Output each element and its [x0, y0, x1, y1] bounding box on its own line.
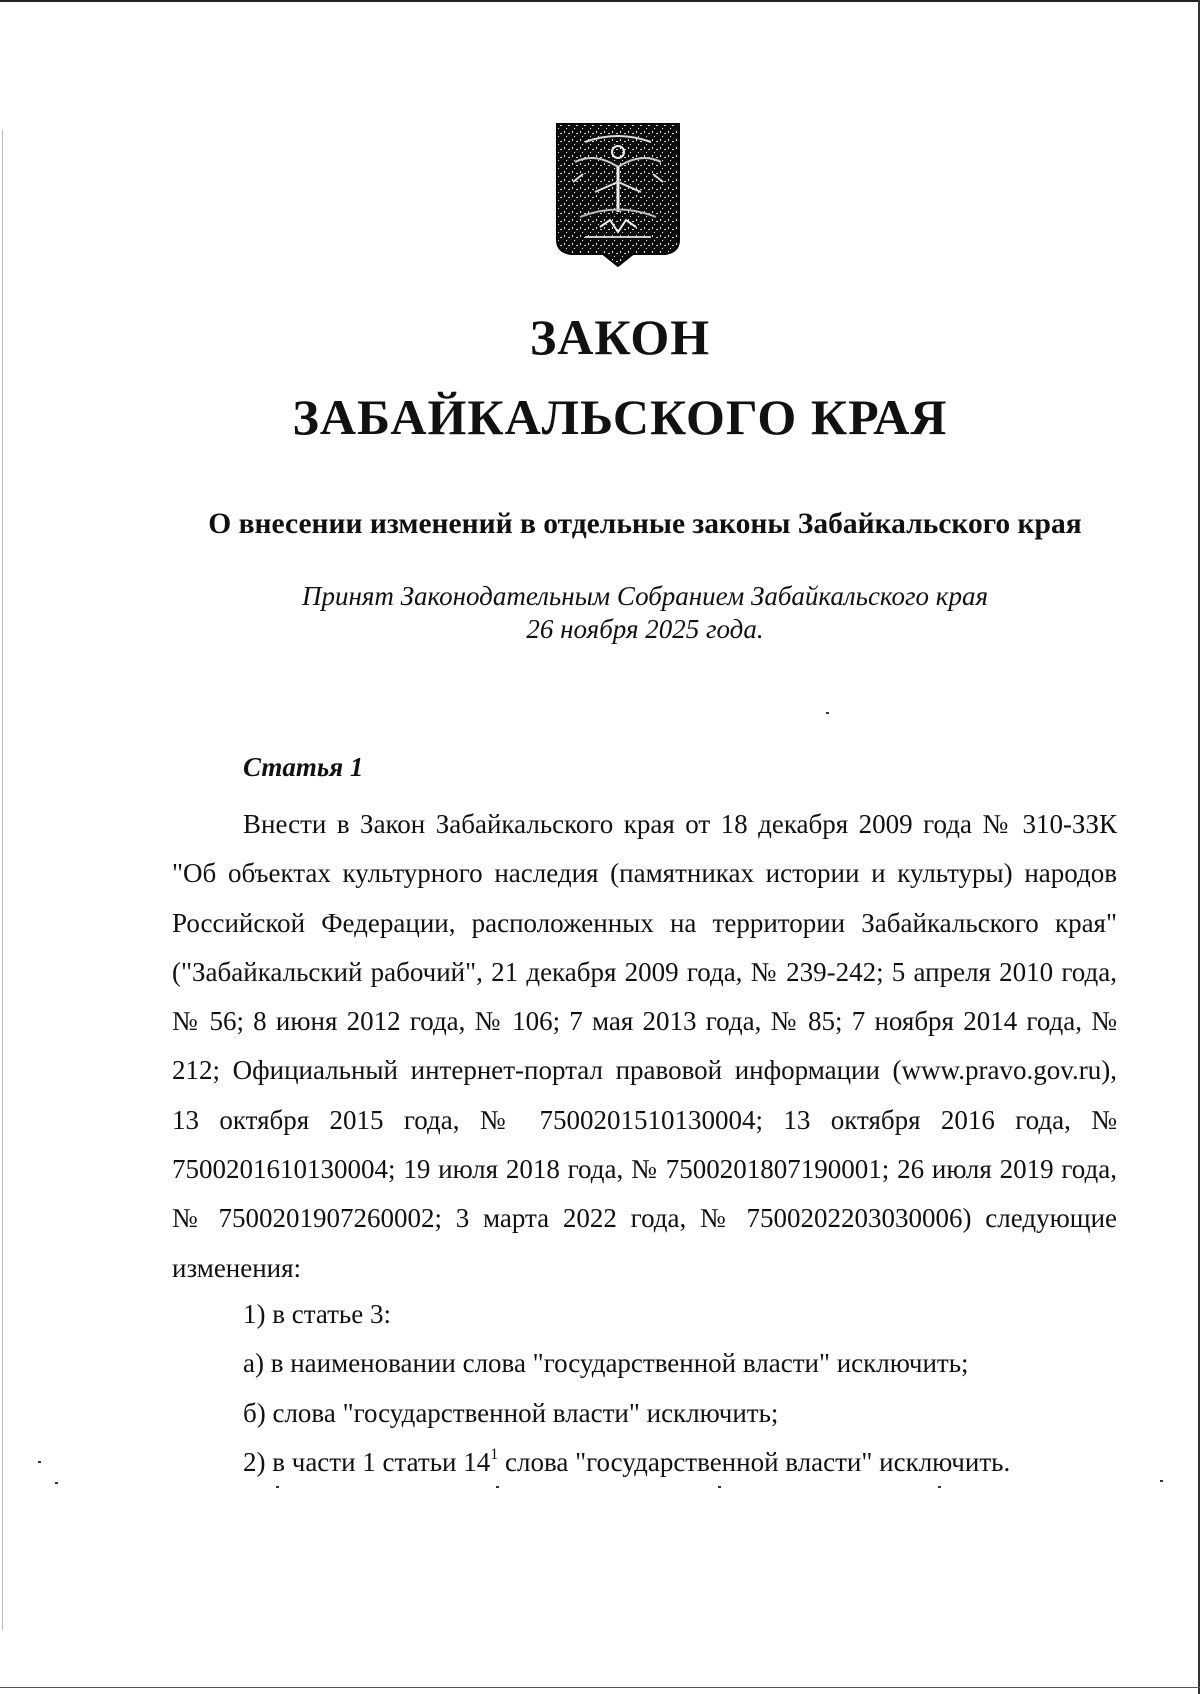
adoption-line1: Принят Законодательным Собранием Забайкальского края — [301, 581, 988, 611]
scan-speck — [718, 1486, 721, 1488]
coat-of-arms-icon — [555, 122, 681, 268]
list-item-text: слова "государственной власти" исключить. — [498, 1446, 1011, 1477]
article-heading: Статья 1 — [243, 752, 364, 782]
list-item: б) слова "государственной власти" исключить; — [243, 1397, 779, 1428]
adoption-date: 26 ноября 2025 года. — [526, 614, 764, 644]
document-title-line1: ЗАКОН — [529, 309, 711, 365]
scan-speck — [1160, 1480, 1163, 1482]
law-name: О внесении изменений в отдельные законы Забайкальского края — [208, 508, 1082, 540]
document-title-line2: ЗАБАЙКАЛЬСКОГО КРАЯ — [292, 389, 948, 445]
scan-border-bottom — [0, 1687, 1200, 1688]
adoption-note — [200, 580, 1090, 646]
scan-border-top — [0, 0, 1200, 2]
list-item — [243, 1438, 1123, 1487]
article-paragraph: Внести в Закон Забайкальского края от 18 декабря 2009 года № 310-ЗЗК "Об объектах культурного наследия (памятниках истории и культуры) народов Российской Федерации, расположенных на территории Забайкальского края" ("Забайкальский рабочий", 21 декабря 2009 года, № 239-242; 5 апреля 2010 года, № 56; 8 июня 2012 года, № 106; 7 мая 2013 года, № 85; 7 ноября 2014 года, № 212; Официальный интернет-портал правовой информации (www.pravo.gov.ru), 13 октября 2015 года, № 7500201510130004; 13 октября 2016 года, № 7500201610130004; 19 июля 2018 года, № 7500201807190001; 26 июля 2019 года, № 7500201907260002; 3 марта 2022 года, № 7500202203030006) следующие изменения: — [172, 809, 1117, 1283]
amendments-list — [243, 1290, 1123, 1487]
list-item: 1) в статье 3: — [243, 1299, 391, 1329]
scan-speck — [38, 1461, 41, 1463]
article-body — [172, 800, 1117, 1293]
list-item-text: 2) в части 1 статьи 14 — [243, 1446, 491, 1477]
scan-speck — [938, 1486, 941, 1488]
list-item: а) в наименовании слова "государственной власти" исключить; — [243, 1348, 969, 1379]
scan-speck — [276, 1486, 279, 1488]
scan-speck — [55, 1482, 58, 1484]
scan-speck — [826, 712, 829, 714]
superscript: 1 — [490, 1445, 499, 1463]
scan-speck — [496, 1486, 499, 1488]
